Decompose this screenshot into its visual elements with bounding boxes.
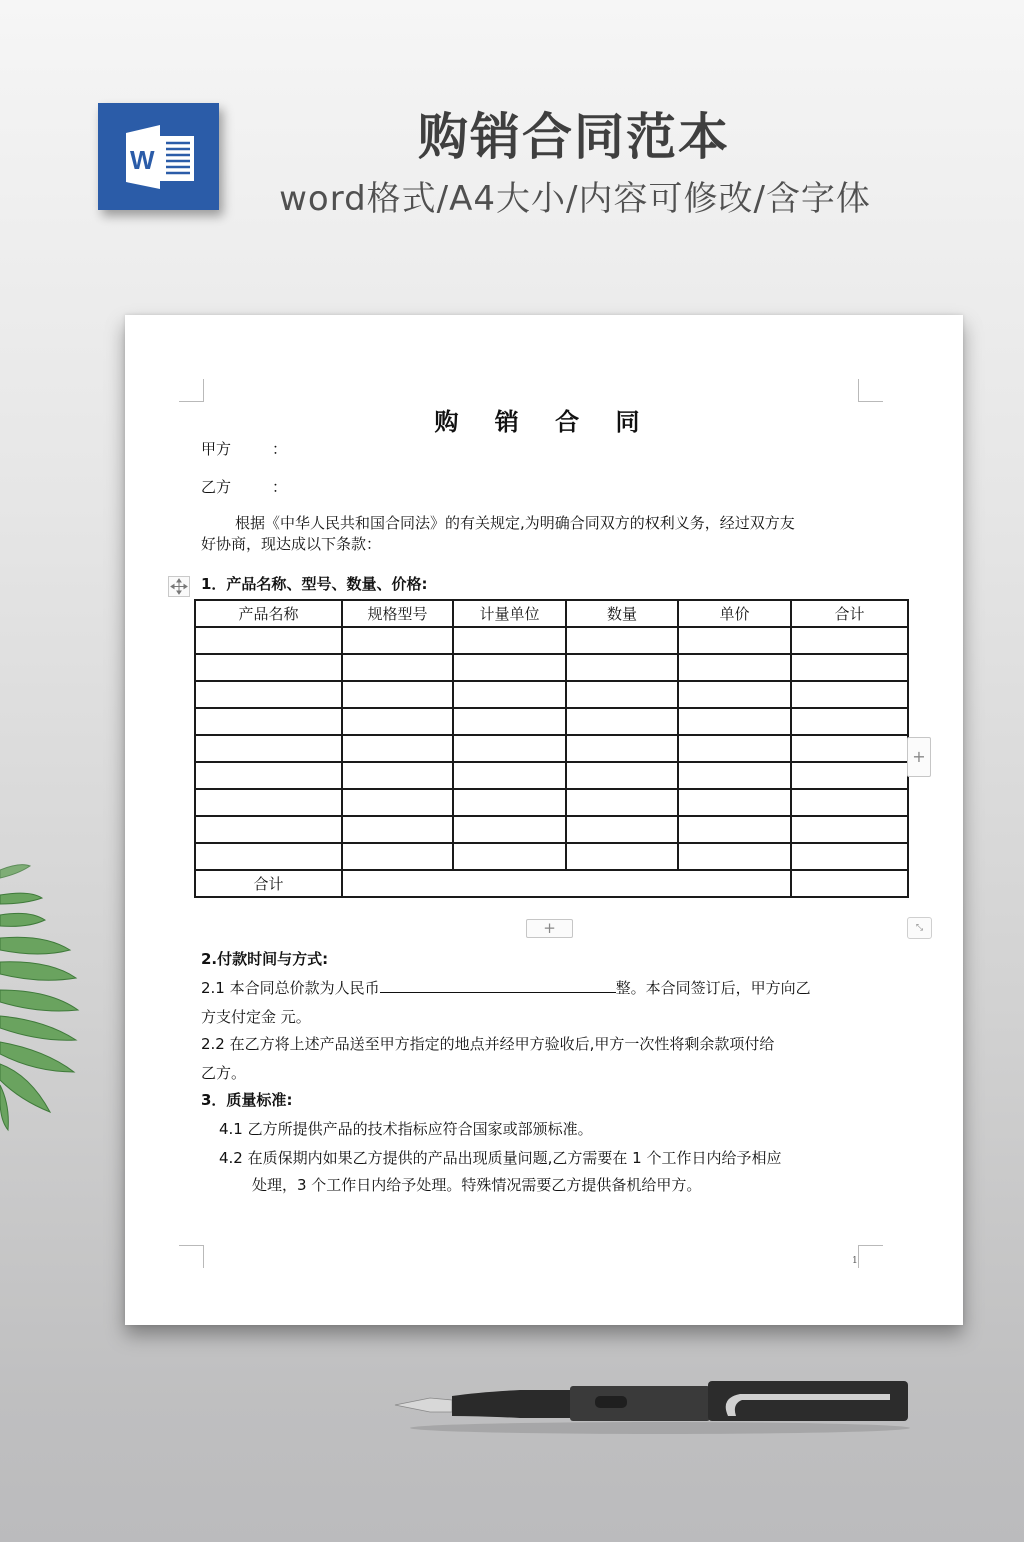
table-cell[interactable] bbox=[566, 816, 678, 843]
table-row bbox=[195, 627, 908, 654]
table-cell[interactable] bbox=[453, 735, 566, 762]
table-total-row bbox=[195, 870, 908, 897]
section3-item2-line2[interactable]: 处理，3 个工作日内给予处理。特殊情况需要乙方提供备机给甲方。 bbox=[252, 1176, 702, 1194]
table-row bbox=[195, 735, 908, 762]
table-move-handle[interactable] bbox=[168, 576, 190, 597]
table-cell[interactable] bbox=[453, 816, 566, 843]
margin-corner-bottom-left bbox=[179, 1245, 204, 1268]
table-cell[interactable] bbox=[791, 735, 908, 762]
table-cell[interactable] bbox=[195, 789, 342, 816]
table-cell[interactable] bbox=[791, 816, 908, 843]
banner-subtitle: word格式/A4大小/内容可修改/含字体 bbox=[279, 179, 871, 219]
margin-corner-top-left bbox=[179, 379, 204, 402]
word-icon bbox=[98, 103, 219, 210]
party-a-colon: ： bbox=[272, 440, 288, 458]
table-cell[interactable] bbox=[453, 843, 566, 870]
table-cell[interactable] bbox=[195, 816, 342, 843]
table-cell[interactable] bbox=[195, 681, 342, 708]
section2-heading[interactable]: 2.付款时间与方式: bbox=[201, 950, 329, 968]
table-cell[interactable] bbox=[453, 654, 566, 681]
table-cell[interactable] bbox=[791, 681, 908, 708]
table-cell[interactable] bbox=[453, 627, 566, 654]
add-row-button[interactable]: + bbox=[526, 919, 573, 938]
table-cell[interactable] bbox=[342, 762, 453, 789]
amount-blank-line[interactable] bbox=[380, 978, 616, 993]
document-page bbox=[125, 315, 963, 1325]
table-cell[interactable] bbox=[678, 708, 791, 735]
table-cell[interactable] bbox=[195, 843, 342, 870]
section2-item1-prefix: 2.1 本合同总价款为人民币 bbox=[201, 979, 380, 997]
party-b-colon: ： bbox=[272, 478, 288, 496]
table-row bbox=[195, 681, 908, 708]
table-cell[interactable] bbox=[195, 627, 342, 654]
table-cell[interactable] bbox=[678, 627, 791, 654]
header-unit[interactable]: 计量单位 bbox=[453, 600, 566, 627]
table-row bbox=[195, 762, 908, 789]
table-cell[interactable] bbox=[342, 627, 453, 654]
margin-corner-top-right bbox=[858, 379, 883, 402]
section2-item2-line2[interactable]: 乙方。 bbox=[201, 1064, 247, 1082]
table-cell[interactable] bbox=[678, 654, 791, 681]
table-cell[interactable] bbox=[342, 816, 453, 843]
table-cell[interactable] bbox=[195, 762, 342, 789]
section2-item1-suffix: 整。本合同签订后，甲方向乙 bbox=[615, 979, 811, 997]
margin-corner-bottom-right bbox=[858, 1245, 883, 1268]
section2-item1-line2[interactable]: 方支付定金 元。 bbox=[201, 1008, 311, 1026]
table-cell[interactable] bbox=[566, 654, 678, 681]
table-cell[interactable] bbox=[566, 681, 678, 708]
table-cell[interactable] bbox=[566, 762, 678, 789]
total-label[interactable]: 合计 bbox=[195, 870, 342, 897]
section3-item2-line1[interactable]: 4.2 在质保期内如果乙方提供的产品出现质量问题,乙方需要在 1 个工作日内给予相应 bbox=[219, 1149, 782, 1167]
table-move-icon bbox=[169, 577, 189, 596]
table-cell[interactable] bbox=[566, 627, 678, 654]
svg-text:W: W bbox=[130, 145, 155, 175]
table-cell[interactable] bbox=[342, 735, 453, 762]
table-cell[interactable] bbox=[342, 681, 453, 708]
table-cell[interactable] bbox=[453, 789, 566, 816]
section2-item1-line1[interactable] bbox=[201, 978, 811, 998]
banner-title: 购销合同范本 bbox=[418, 108, 730, 166]
party-a-label[interactable]: 甲方 bbox=[201, 440, 232, 458]
table-row bbox=[195, 654, 908, 681]
total-value-cell[interactable] bbox=[791, 870, 908, 897]
table-cell[interactable] bbox=[791, 762, 908, 789]
party-b-label[interactable]: 乙方 bbox=[201, 478, 232, 496]
section3-item1[interactable]: 4.1 乙方所提供产品的技术指标应符合国家或部颁标准。 bbox=[219, 1120, 593, 1138]
intro-paragraph-line2[interactable]: 好协商，现达成以下条款： bbox=[201, 535, 382, 553]
intro-paragraph-line1[interactable]: 根据《中华人民共和国合同法》的有关规定,为明确合同双方的权利义务，经过双方友 bbox=[235, 514, 795, 532]
header-unit-price[interactable]: 单价 bbox=[678, 600, 791, 627]
table-cell[interactable] bbox=[566, 843, 678, 870]
page-number: 1 bbox=[852, 1256, 858, 1266]
table-cell[interactable] bbox=[678, 843, 791, 870]
table-cell[interactable] bbox=[791, 843, 908, 870]
product-table bbox=[194, 599, 909, 898]
table-row bbox=[195, 789, 908, 816]
table-cell[interactable] bbox=[195, 708, 342, 735]
table-cell[interactable] bbox=[342, 789, 453, 816]
header-product-name[interactable]: 产品名称 bbox=[195, 600, 342, 627]
table-row bbox=[195, 816, 908, 843]
table-cell[interactable] bbox=[566, 735, 678, 762]
header-quantity[interactable]: 数量 bbox=[566, 600, 678, 627]
section2-item2-line1[interactable]: 2.2 在乙方将上述产品送至甲方指定的地点并经甲方验收后,甲方一次性将剩余款项付给 bbox=[201, 1035, 775, 1053]
table-cell[interactable] bbox=[342, 708, 453, 735]
total-merged-cell[interactable] bbox=[342, 870, 791, 897]
table-cell[interactable] bbox=[791, 789, 908, 816]
table-cell[interactable] bbox=[453, 708, 566, 735]
document-title[interactable]: 购 销 合 同 bbox=[434, 407, 654, 436]
table-cell[interactable] bbox=[195, 735, 342, 762]
table-cell[interactable] bbox=[678, 735, 791, 762]
section3-heading[interactable]: 3．质量标准: bbox=[201, 1091, 293, 1109]
table-cell[interactable] bbox=[342, 654, 453, 681]
table-resize-icon: ⤡ bbox=[915, 923, 924, 933]
table-row bbox=[195, 708, 908, 735]
table-cell[interactable] bbox=[678, 762, 791, 789]
table-cell[interactable] bbox=[678, 789, 791, 816]
table-cell[interactable] bbox=[566, 708, 678, 735]
table-header-row bbox=[195, 600, 908, 627]
table-cell[interactable] bbox=[453, 681, 566, 708]
table-cell[interactable] bbox=[678, 816, 791, 843]
section1-heading[interactable]: 1．产品名称、型号、数量、价格: bbox=[201, 575, 428, 593]
table-cell[interactable] bbox=[791, 708, 908, 735]
table-cell[interactable] bbox=[195, 654, 342, 681]
add-column-button[interactable]: + bbox=[907, 737, 931, 777]
header-subtotal[interactable]: 合计 bbox=[791, 600, 908, 627]
table-row bbox=[195, 843, 908, 870]
table-cell[interactable] bbox=[453, 762, 566, 789]
fountain-pen-decoration bbox=[390, 1370, 920, 1440]
table-cell[interactable] bbox=[342, 843, 453, 870]
table-resize-handle[interactable] bbox=[907, 917, 932, 939]
table-cell[interactable] bbox=[791, 627, 908, 654]
header-spec-model[interactable]: 规格型号 bbox=[342, 600, 453, 627]
table-cell[interactable] bbox=[678, 681, 791, 708]
table-cell[interactable] bbox=[566, 789, 678, 816]
table-cell[interactable] bbox=[791, 654, 908, 681]
palm-leaf-decoration bbox=[0, 850, 110, 1140]
